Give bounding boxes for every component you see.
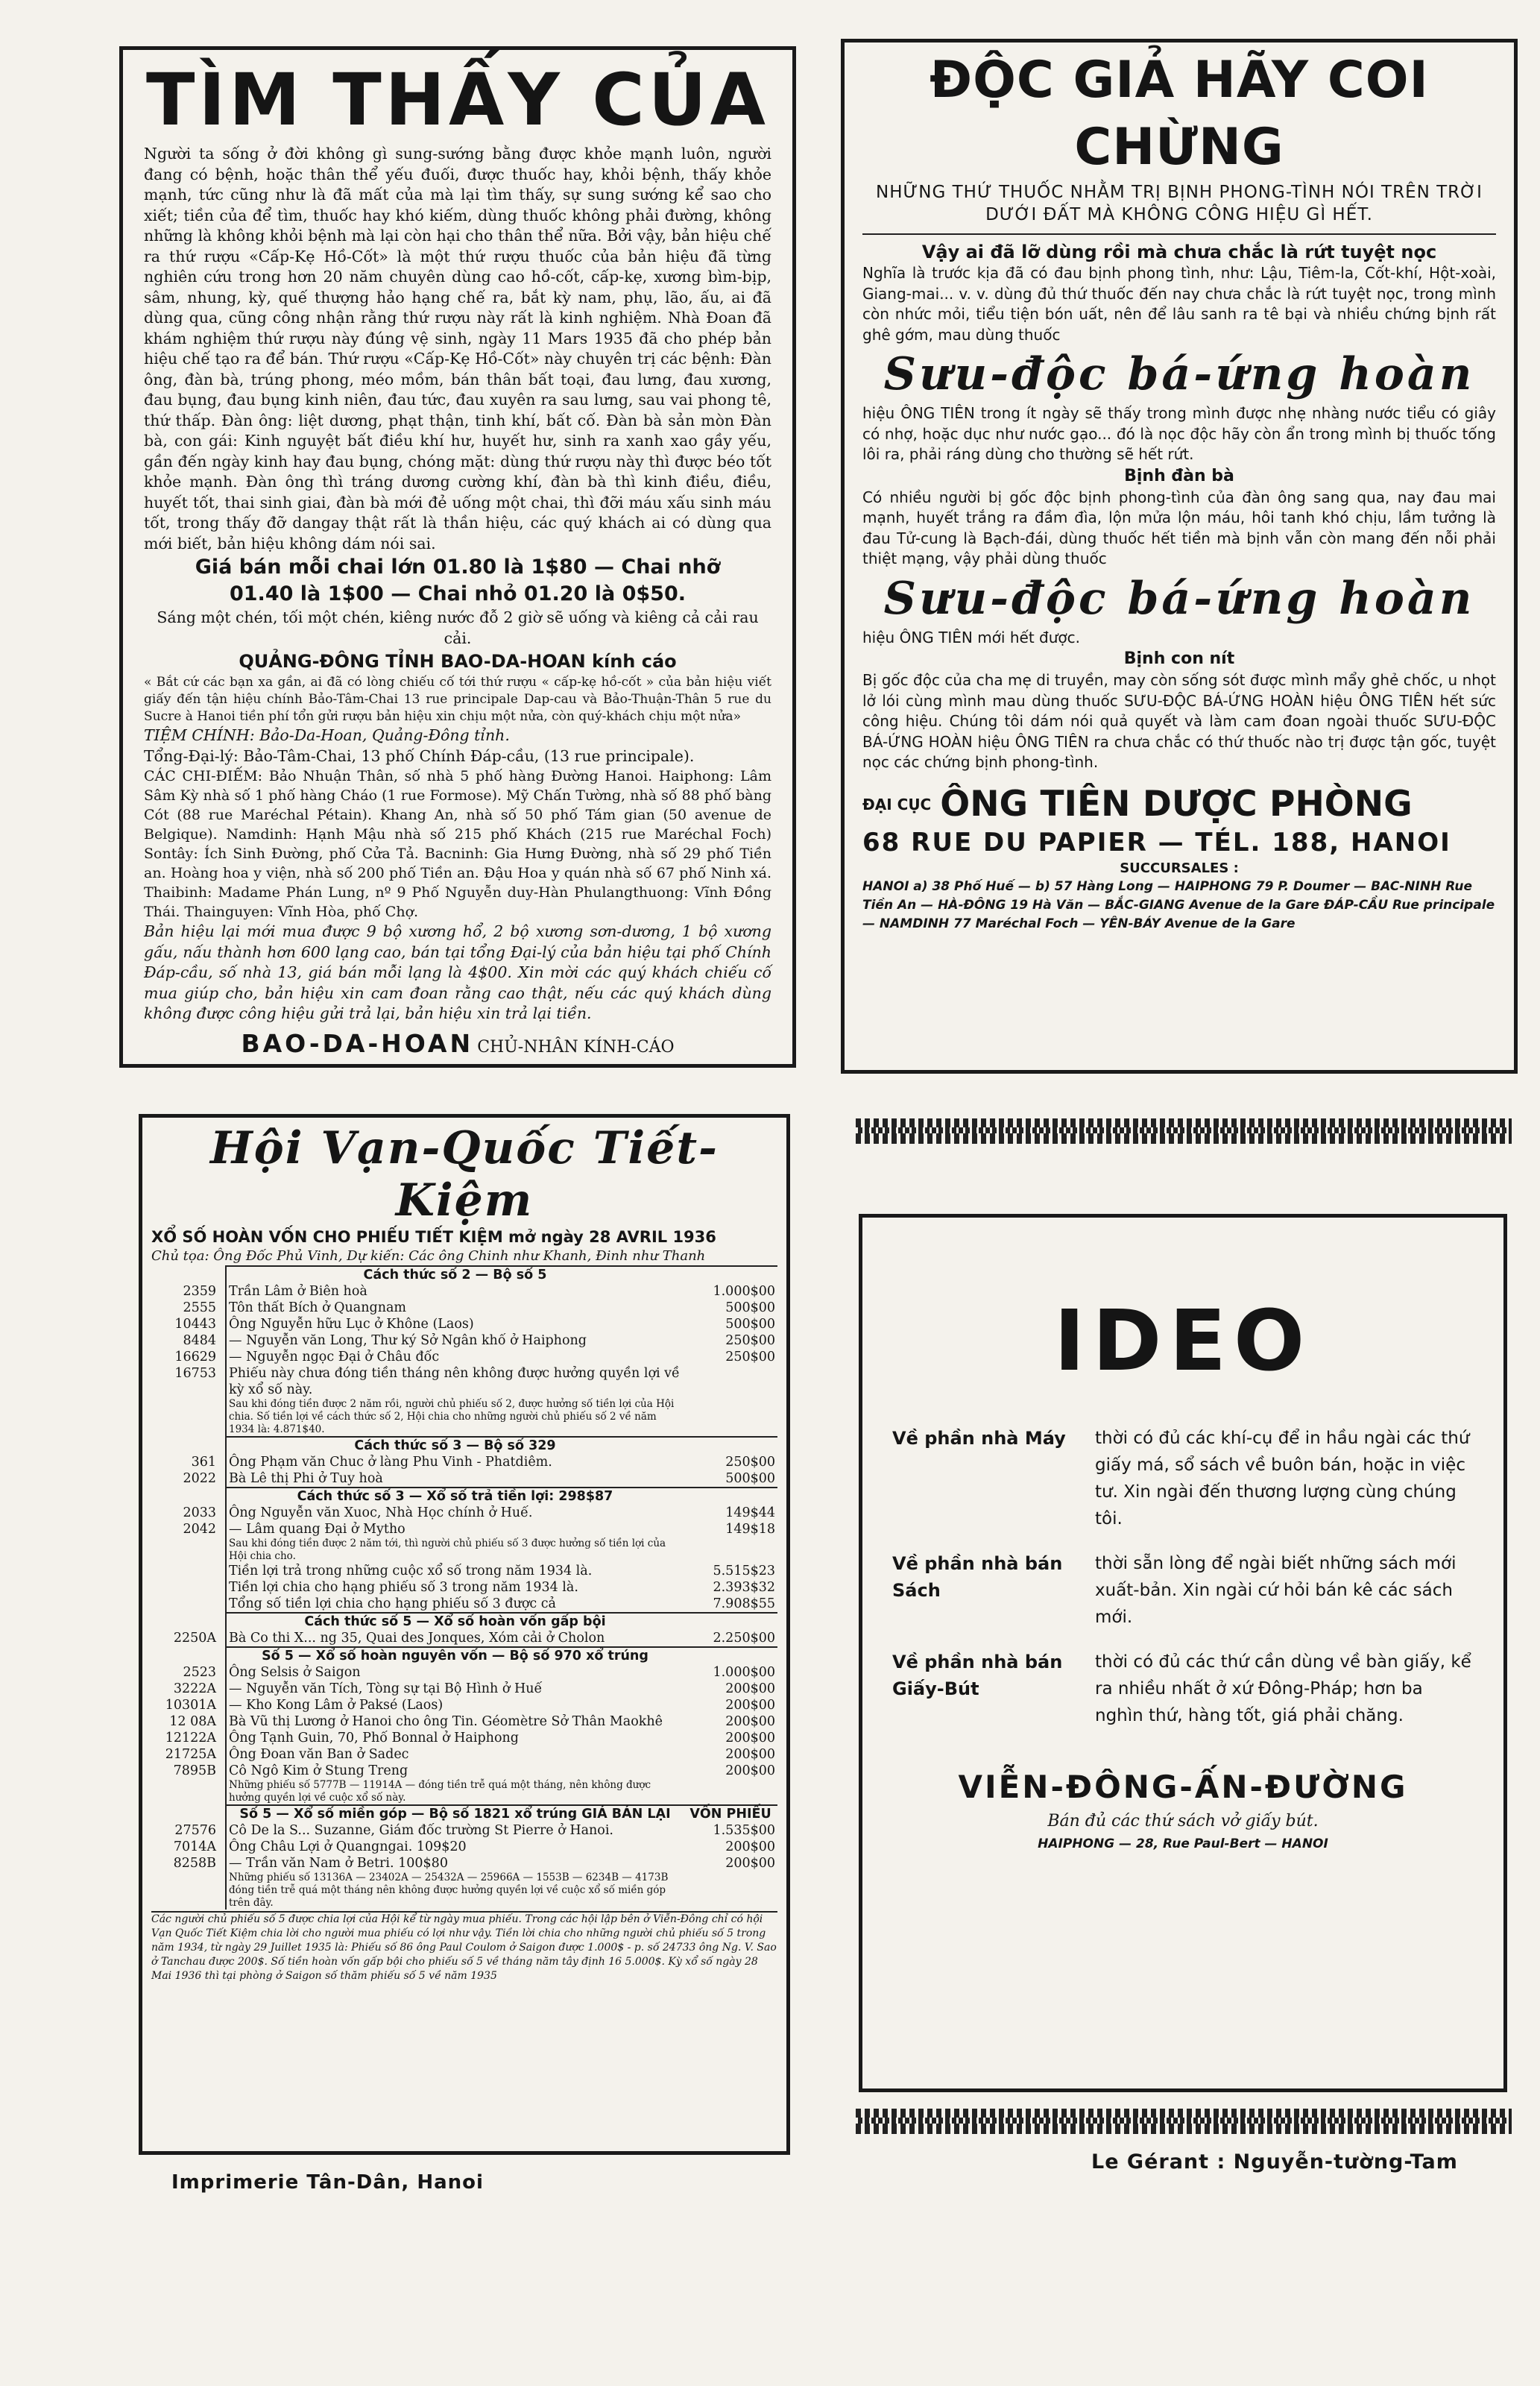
ticket-number — [151, 1398, 226, 1437]
amount: VỐN PHIẾU — [684, 1805, 777, 1822]
winner-text: — Nguyễn văn Long, Thư ký Sở Ngân khố ở Haiphong — [226, 1332, 684, 1349]
amount — [684, 1872, 777, 1910]
table-row — [151, 1505, 777, 1521]
ticket-number: 361 — [191, 1455, 216, 1470]
ad2-product-name-2: Sưu-độc bá-ứng hoàn — [883, 572, 1475, 625]
ticket-number: 12122A — [165, 1731, 216, 1746]
winner-text: Trần Lâm ở Biên hoà — [226, 1283, 684, 1300]
ad2-paragraph-2: hiệu ÔNG TIÊN trong ít ngày sẽ thấy trong mình được nhẹ nhàng nước tiểu có giây có nhợ, hoặc dục như nước gạo... đó là nọc độc hãy còn ẩn trong mình bị thuốc tống lôi ra, phải ráng dùng cho thường sẽ hết rứt. — [862, 404, 1496, 463]
ticket-number: 8258B — [173, 1856, 216, 1871]
winner-text: Tiền lợi chia cho hạng phiếu số 3 trong năm 1934 là. — [226, 1579, 684, 1596]
winner-text: Phiếu này chưa đóng tiền tháng nên không được hưởng quyền lợi về kỳ xổ số này. — [226, 1365, 684, 1398]
ad3-results-table — [151, 1265, 777, 1910]
ad2-heading-women: Bịnh đàn bà — [1124, 466, 1234, 485]
amount: 200$00 — [725, 1763, 775, 1778]
ticket-number: 2042 — [183, 1522, 216, 1537]
table-row — [151, 1283, 777, 1300]
ticket-number: 27576 — [174, 1823, 216, 1838]
ad2-paragraph-5: Bị gốc độc của cha mẹ di truyền, may còn sống sót được mình mẩy ghẻ chốc, u nhọt lở lói cùng mình mau dùng thuốc SƯU-ĐỘC BÁ-ỨNG HOÀN hiệu ÔNG TIÊN hết sức công hiệu. Chúng tôi dám nói quả quyết và làm cam đoan ngoài thuốc SƯU-ĐỘC BÁ-ỨNG HOÀN hiệu ÔNG TIÊN ra chưa chắc có thứ thuốc nào trị được tận gốc, tuyệt nọc các chứng bịnh phong-tình. — [862, 671, 1496, 771]
ad2-product-name-1: Sưu-độc bá-ứng hoàn — [883, 348, 1475, 400]
ticket-number: 16629 — [174, 1350, 216, 1364]
winner-text: Cách thức số 3 — Xổ số trả tiền lợi: 298$87 — [226, 1488, 684, 1505]
ticket-number: 2359 — [183, 1284, 216, 1299]
ad1-branches: CÁC CHI-ĐIẾM: Bảo Nhuận Thân, số nhà 5 phố hàng Đường Hanoi. Haiphong: Lâm Sâm Kỳ nhà số 1 phố hàng Cháo (1 rue Formose). Mỹ Chấn Tường, nhà số 88 phố bàng Cót (88 rue Maréchal Pétain). Khang An, nhà số 50 phố Tám gian (50 avenue de Belgique). Namdinh: Hạnh Mậu nhà số 215 phố Khách (215 rue Maréchal Foch) Sontây: Ích Sinh Đường, phố Cửa Tả. Bacninh: Gia Hưng Đường, nhà số 29 phố Tiền an. Hoàng hoa y viện, nhà số 200 phố Tiền an. Đậu Hoa y quán nhà số 67 phố Ninh xá. Thaibinh: Madame Phán Lung, nº 9 Phố Nguyễn duy-Hàn Phulangthuong: Vĩnh Đồng Thái. Thainguyen: Vĩnh Hòa, phố Chợ. — [144, 768, 771, 920]
winner-text: — Lâm quang Đại ở Mytho — [226, 1521, 684, 1537]
ticket-number: 8484 — [183, 1333, 216, 1348]
table-note-row — [151, 1779, 777, 1805]
ad2-divider — [862, 233, 1496, 235]
ad1-bone-glue-note: Bản hiệu lại mới mua được 9 bộ xương hổ, 2 bộ xương sơn-dương, 1 bộ xương gấu, nấu thành hơn 600 lạng cao, bán tại tổng Đại-lý của bản hiệu tại phố Chính Đáp-cầu, số nhà 13, giá bán mỗi lạng là 4$00. Xin mời các quý khách chiếu cố mua giúp cho, bản hiệu xin cam đoan rằng cao thật, nếu các quý khách dùng không được công hiệu gửi trả lại, bản hiệu xin trả lại tiền. — [144, 922, 771, 1022]
ticket-number: 2250A — [173, 1631, 216, 1646]
winner-text: Tổng số tiền lợi chia cho hạng phiếu số 3 được cả — [226, 1596, 684, 1613]
table-row — [151, 1300, 777, 1316]
amount: 5.515$23 — [713, 1564, 775, 1578]
table-note-row — [151, 1872, 777, 1910]
ideo-service-text: thời sẵn lòng để ngài biết những sách mới xuất-bản. Xin ngài cứ hỏi bán kê các sách mới. — [1095, 1554, 1457, 1627]
amount: 250$00 — [725, 1350, 775, 1364]
ticket-number — [151, 1537, 226, 1563]
winner-text: — Nguyễn văn Tích, Tòng sự tại Bộ Hình ở Huế — [226, 1681, 684, 1697]
table-row — [151, 1349, 777, 1365]
ad2-lead: Vậy ai đã lỡ dùng rồi mà chưa chắc là rứt tuyệt nọc — [921, 242, 1437, 262]
amount: 1.000$00 — [713, 1665, 775, 1680]
ad2-subtitle: NHỮNG THỨ THUỐC NHẰM TRỊ BỊNH PHONG-TÌNH NÓI TRÊN TRỜI DƯỚI ĐẤT MÀ KHÔNG CÔNG HIỆU GÌ HẾT. — [876, 183, 1483, 224]
ad1-brand-line: QUẢNG-ĐÔNG TỈNH BAO-DA-HOAN kính cáo — [239, 651, 677, 672]
amount: 1.535$00 — [713, 1823, 775, 1838]
ad3-title: Hội Vạn-Quốc Tiết-Kiệm — [210, 1122, 719, 1227]
ticket-number: 2033 — [183, 1505, 216, 1520]
ad1-paragraph-1: Người ta sống ở đời không gì sung-sướng bằng được khỏe mạnh luôn, người đang có bệnh, hoặc thân thể yếu đuối, được thuốc hay, khỏi bệnh, thấy khỏe mạnh, tức cũng như là đã mất của mà lại tìm thấy, sự sung sướng kể sao cho xiết; tiền của để tìm, thuốc hay khó kiếm, dùng thuốc không phải đường, không những là không khỏi bệnh mà lại còn hại cho thân thể nữa. Bởi vậy, bản hiệu chế ra thứ rượu «Cấp-Kẹ Hồ-Cốt» là một thứ rượu thuốc của bản hiệu đã từng nghiên cứu trong hơn 20 năm chuyên dùng cao hồ-cốt, cấp-kẹ, xương bìm-bịp, sâm, nhung, kỳ, quế thượng hảo hạng chế ra, bắt kỳ nam, phụ, lão, ấu, ai đã dùng qua, cũng công nhận rằng thứ rượu này rất là kinh nghiệm. Nhà Đoan đã khám nghiệm thứ rượu này đúng vệ sinh, ngày 11 Mars 1935 đã cho phép bản hiệu chế tạo ra để bán. Thứ rượu «Cấp-Kẹ Hồ-Cốt» này chuyên trị các bệnh: Đàn ông, đàn bà, trúng phong, méo mồm, bán thân bất toại, đau lưng, đau xương, đau bụng, đau bụng kinh niên, đau tức, đau xuyên ra sau lưng, sau vai phong tê, thứ thấp. Đàn ông: liệt dương, phạt thận, tinh khí, bất cố. Đàn bà sản mòn Đàn bà, con gái: Kinh nguyệt bất điều khí hư, huyết hư, sinh ra xanh xao gầy yếu, gần đến ngày kinh hay đau bụng, chóng mặt: dùng thứ rượu này thì được béo tốt khỏe mạnh. Đàn ông thì tráng dương cường khí, đàn bà thì kinh điều, điều, huyết tốt, thai sinh giai, đàn bà mới đẻ uống một chai, thì đỡi máu xấu sinh máu tốt, trong thấy đỡ dangay thật rất là thần hiệu, các quý khách ai có dùng qua mới biết, bản hiệu không dám nói sai. — [144, 145, 771, 553]
amount — [684, 1537, 777, 1563]
ticket-number: 3222A — [173, 1681, 216, 1696]
ideo-service-text: thời có đủ các khí-cụ để in hầu ngài các thứ giấy má, sổ sách về buôn bán, hoặc in việc tư. Xin ngài đến thương lượng cùng chúng tôi. — [1095, 1429, 1470, 1529]
table-row — [151, 1454, 777, 1470]
winner-text: Ông Châu Lợi ở Quangngai. 109$20 — [226, 1839, 684, 1855]
ad3-draw-heading: XỔ SỐ HOÀN VỐN CHO PHIẾU TIẾT KIỆM mở ngày 28 AVRIL 1936 — [151, 1228, 716, 1246]
ad-tim-thay-cua — [119, 46, 796, 1068]
winner-text: Cách thức số 2 — Bộ số 5 — [226, 1266, 684, 1283]
winner-text: Sau khi đóng tiền được 2 năm rồi, người chủ phiếu số 2, được hưởng số tiền lợi của Hội chia. Số tiền lợi về cách thức số 2, Hội chia cho những người chủ phiếu số 2 về năm 1934 là: 4.871$40. — [226, 1398, 684, 1437]
amount: 500$00 — [725, 1471, 775, 1486]
amount: 250$00 — [725, 1333, 775, 1348]
ideo-shop-subtitle: Bán đủ các thứ sách vở giấy bút. — [1047, 1812, 1319, 1831]
table-row — [151, 1470, 777, 1488]
winner-text: Những phiếu số 13136A — 23402A — 25432A — 25966A — 1553B — 6234B — 4173B đóng tiền trễ quá một tháng nên không được hưởng quyền lợi về cuộc xổ số miền góp trên đây. — [226, 1872, 684, 1910]
table-row — [151, 1713, 777, 1730]
ideo-service-label: Về phần nhà bán Sách — [892, 1553, 1063, 1601]
ad2-pharmacy-prefix: ĐẠI CỤC — [862, 795, 932, 813]
table-note-row — [151, 1398, 777, 1437]
amount: 250$00 — [725, 1455, 775, 1470]
amount — [684, 1779, 777, 1805]
printer-credit: Imprimerie Tân-Dân, Hanoi — [171, 2171, 484, 2194]
winner-text: Ông Phạm văn Chuc ở làng Phu Vinh - Phatdiêm. — [226, 1454, 684, 1470]
ad2-pharmacy-name: ÔNG TIÊN DƯỢC PHÒNG — [940, 783, 1413, 825]
ad1-main-shop: TIỆM CHÍNH: Bảo-Da-Hoan, Quảng-Đông tỉnh. — [144, 726, 510, 744]
ticket-number — [151, 1437, 226, 1454]
ticket-number: 16753 — [174, 1366, 216, 1381]
ticket-number: 2523 — [183, 1665, 216, 1680]
ad2-address: 68 RUE DU PAPIER — TÉL. 188, HANOI — [862, 827, 1451, 857]
amount — [684, 1266, 777, 1283]
ornamental-band-bottom — [856, 2109, 1512, 2134]
amount: 1.000$00 — [713, 1284, 775, 1299]
amount: 149$44 — [725, 1505, 775, 1520]
amount: 149$18 — [725, 1522, 775, 1537]
ad2-branches: HANOI a) 38 Phố Huế — b) 57 Hàng Long — HAIPHONG 79 P. Doumer — BAC-NINH Rue Tiền An — HÀ-ĐÔNG 19 Hà Văn — BẮC-GIANG Avenue de la Gare ĐÁP-CẦU Rue principale — NAMDINH 77 Maréchal Foch — YÊN-BÁY Avenue de la Gare — [862, 878, 1495, 931]
ideo-service-item — [892, 1550, 1474, 1631]
ad1-price-line-2: 01.40 là 1$00 — Chai nhỏ 01.20 là 0$50. — [229, 582, 686, 605]
ad1-price-line-1: Giá bán mỗi chai lớn 01.80 là 1$80 — Chai nhỡ — [195, 555, 721, 579]
gerant-credit: Le Gérant : Nguyễn-tường-Tam — [1091, 2150, 1458, 2173]
amount — [684, 1398, 777, 1437]
winner-text: Tôn thất Bích ở Quangnam — [226, 1300, 684, 1316]
table-row — [151, 1839, 777, 1855]
winner-text: Sau khi đóng tiền được 2 năm tới, thì người chủ phiếu số 3 được hưởng số tiền lợi của Hội chia cho. — [226, 1537, 684, 1563]
ad3-footnote: Các người chủ phiếu số 5 được chia lợi của Hội kể từ ngày mua phiếu. Trong các hội lập bên ở Viễn-Đông chỉ có hội Vạn Quốc Tiết Kiệm chia lời cho người mua phiếu có lợi như vậy. Tiền lời chia cho những người chủ phiếu số 5 trong năm 1934, từ ngày 29 Juillet 1935 là: Phiếu số 86 ông Paul Coulom ở Saigon được 1.000$ - p. số 24733 ông Ng. V. Sao ở Tanchau được 200$. Số tiền hoàn vốn gấp bội cho phiếu số 5 về tháng năm tây định 16 5.000$. Kỳ xổ số ngày 28 Mai 1936 thì tại phòng ở Saigon số thăm phiếu số 5 về năm 1935 — [151, 1911, 777, 1983]
table-note-row — [151, 1537, 777, 1563]
ideo-shop-address: HAIPHONG — 28, Rue Paul-Bert — HANOI — [1038, 1836, 1328, 1851]
amount: 200$00 — [725, 1731, 775, 1746]
amount: 2.393$32 — [713, 1580, 775, 1595]
ticket-number — [151, 1872, 226, 1910]
winner-text: Bà Vũ thị Lương ở Hanoi cho ông Tin. Géomètre Sở Thân Maokhê — [226, 1713, 684, 1730]
ticket-number — [151, 1613, 226, 1630]
amount: 200$00 — [725, 1839, 775, 1854]
ad2-pharmacy-row — [862, 784, 1496, 825]
table-row — [151, 1521, 777, 1537]
table-row — [151, 1630, 777, 1647]
ad-doc-gia-hay-coi-chung — [841, 39, 1518, 1074]
ticket-number: 12 08A — [169, 1714, 216, 1729]
table-section-row — [151, 1488, 777, 1505]
amount: 500$00 — [725, 1300, 775, 1315]
amount — [684, 1365, 777, 1398]
ornamental-band-top — [856, 1118, 1512, 1144]
winner-text: Cô Ngô Kim ở Stung Treng — [226, 1763, 684, 1779]
amount: 200$00 — [725, 1698, 775, 1713]
table-row — [151, 1730, 777, 1746]
amount: 2.250$00 — [713, 1631, 775, 1646]
ideo-services — [892, 1425, 1474, 1729]
ticket-number — [151, 1779, 226, 1805]
winner-text: — Nguyễn ngọc Đại ở Châu đốc — [226, 1349, 684, 1365]
ticket-number — [151, 1579, 226, 1596]
table-row — [151, 1746, 777, 1763]
ideo-service-text: thời có đủ các thứ cần dùng về bàn giấy, kể ra nhiều nhất ở xứ Đông-Pháp; hơn ba nghìn thứ, hàng tốt, giá phải chăng. — [1095, 1652, 1471, 1725]
ad2-paragraph-3: Có nhiều người bị gốc độc bịnh phong-tình của đàn ông sang qua, nay đau mai mạnh, huyết trắng ra đầm đìa, lộn mửa lộn máu, hôi tanh khó chịu, lầm tưởng là đau Tử-cung là Bạch-đái, dùng thuốc hết tiền mà bịnh vẫn còn mang đến nỗi phải thiệt mạng, vậy phải dùng thuốc — [862, 488, 1496, 567]
ad2-paragraph-1: Nghĩa là trước kịa đã có đau bịnh phong tình, như: Lậu, Tiêm-la, Cốt-khí, Hột-xoài, Giang-mai... v. v. dùng đủ thứ thuốc đến nay chưa chắc là rứt tuyệt nọc, trong mình còn nhức mỏi, tiểu tiện bón uất, nên để lâu sanh ra tê bại và nhiều chứng bịnh rất ghê gớm, mau dùng thuốc — [862, 264, 1496, 344]
ad1-signature — [144, 1029, 771, 1058]
table-row — [151, 1697, 777, 1713]
amount: 200$00 — [725, 1681, 775, 1696]
table-row — [151, 1822, 777, 1839]
ticket-number: 2555 — [183, 1300, 216, 1315]
ideo-service-item — [892, 1425, 1474, 1532]
winner-text: Bà Lê thị Phi ở Tuy hoà — [226, 1470, 684, 1488]
ad2-branches-heading: SUCCURSALES : — [1120, 860, 1239, 876]
table-section-row — [151, 1613, 777, 1630]
ticket-number: 2022 — [183, 1471, 216, 1486]
ad2-heading-children: Bịnh con nít — [1123, 649, 1235, 668]
ad1-signature-brand: BAO-DA-HOAN — [241, 1028, 474, 1058]
table-row — [151, 1365, 777, 1398]
winner-text: Số 5 — Xổ số miền góp — Bộ số 1821 xổ trúng GIÁ BÁN LẠI — [226, 1805, 684, 1822]
ticket-number: 10301A — [165, 1698, 216, 1713]
winner-text: Tiền lợi trả trong những cuộc xổ số trong năm 1934 là. — [226, 1563, 684, 1579]
table-row — [151, 1855, 777, 1872]
ad3-chair: Chủ tọa: Ông Đốc Phủ Vinh, Dự kiến: Các ông Chinh như Khanh, Đinh như Thanh — [151, 1248, 706, 1264]
ad1-signature-suffix: CHỦ-NHÂN KÍNH-CÁO — [477, 1037, 675, 1057]
winner-text: — Trần văn Nam ở Betri. 100$80 — [226, 1855, 684, 1872]
winner-text: Cô De la S... Suzanne, Giám đốc trường St Pierre ở Hanoi. — [226, 1822, 684, 1839]
amount: 200$00 — [725, 1856, 775, 1871]
winner-text: Cách thức số 3 — Bộ số 329 — [226, 1437, 684, 1454]
ideo-logo: IDEO — [1053, 1293, 1313, 1390]
table-row — [151, 1664, 777, 1681]
ideo-service-label: Về phần nhà Máy — [892, 1428, 1066, 1449]
ad1-general-agent: Tổng-Đại-lý: Bảo-Tâm-Chai, 13 phố Chính Đáp-cầu, (13 rue principale). — [144, 746, 695, 765]
amount: 7.908$55 — [713, 1596, 775, 1611]
amount — [684, 1488, 777, 1505]
table-row — [151, 1579, 777, 1596]
ad-ideo — [859, 1214, 1507, 2092]
winner-text: Ông Tạnh Guin, 70, Phố Bonnal ở Haiphong — [226, 1730, 684, 1746]
winner-text: Ông Selsis ở Saigon — [226, 1664, 684, 1681]
ticket-number: 21725A — [165, 1747, 216, 1762]
ideo-service-item — [892, 1649, 1474, 1729]
winner-text: Ông Đoan văn Ban ở Sadec — [226, 1746, 684, 1763]
ticket-number — [151, 1647, 226, 1664]
table-section-row — [151, 1266, 777, 1283]
table-section-row — [151, 1437, 777, 1454]
ad2-title: ĐỘC GIẢ HÃY COI CHỪNG — [930, 51, 1429, 177]
amount: 200$00 — [725, 1747, 775, 1762]
table-row — [151, 1681, 777, 1697]
winner-text: Ông Nguyễn hữu Lục ở Khône (Laos) — [226, 1316, 684, 1332]
winner-text: Số 5 — Xổ số hoàn nguyên vốn — Bộ số 970 xổ trúng — [226, 1647, 684, 1664]
ad1-dosage: Sáng một chén, tối một chén, kiêng nước đỗ 2 giờ sẽ uống và kiêng cả cải rau cải. — [157, 608, 759, 647]
ticket-number: 7014A — [173, 1839, 216, 1854]
ticket-number: 10443 — [174, 1317, 216, 1332]
winner-text: Bà Co thi X... ng 35, Quai des Jonques, Xóm cải ở Cholon — [226, 1630, 684, 1647]
ticket-number — [151, 1488, 226, 1505]
ticket-number — [151, 1266, 226, 1283]
ad1-title: TÌM THẤY CỦA — [146, 58, 769, 142]
amount — [684, 1613, 777, 1630]
ticket-number — [151, 1596, 226, 1613]
ad2-paragraph-4: hiệu ÔNG TIÊN mới hết được. — [862, 628, 1080, 646]
amount — [684, 1647, 777, 1664]
table-row — [151, 1596, 777, 1613]
ideo-shop-name: VIỄN-ĐÔNG-ẤN-ĐƯỜNG — [958, 1769, 1408, 1805]
winner-text: Những phiếu số 5777B — 11914A — đóng tiền trễ quá một tháng, nên không được hưởng quyền lợi về cuộc xổ số này. — [226, 1779, 684, 1805]
amount: 200$00 — [725, 1714, 775, 1729]
ideo-service-label: Về phần nhà bán Giấy-Bút — [892, 1652, 1063, 1699]
table-row — [151, 1563, 777, 1579]
winner-text: Ông Nguyễn văn Xuoc, Nhà Học chính ở Huế. — [226, 1505, 684, 1521]
winner-text: — Kho Kong Lâm ở Paksé (Laos) — [226, 1697, 684, 1713]
amount — [684, 1437, 777, 1454]
ticket-number — [151, 1805, 226, 1822]
ad1-shipping-note: « Bắt cứ các bạn xa gần, ai đã có lòng chiếu cố tới thứ rượu « cấp-kẹ hồ-cốt » của bản hiệu viết giấy đến tận hiệu chính Bảo-Tâm-Chai 13 rue principale Dap-cau và Bảo-Thuận-Thân 5 rue du Sucre à Hanoi tiền phí tổn gửi rượu bản hiệu xin chịu một nửa, còn quý-khách chịu một nửa» — [144, 675, 771, 724]
table-row — [151, 1332, 777, 1349]
table-section-row — [151, 1805, 777, 1822]
amount: 500$00 — [725, 1317, 775, 1332]
ad-hoi-van-quoc-tiet-kiem — [139, 1114, 790, 2155]
table-row — [151, 1316, 777, 1332]
winner-text: Cách thức số 5 — Xổ số hoàn vốn gấp bội — [226, 1613, 684, 1630]
table-row — [151, 1763, 777, 1779]
table-section-row — [151, 1647, 777, 1664]
ticket-number: 7895B — [173, 1763, 216, 1778]
ticket-number — [151, 1563, 226, 1579]
